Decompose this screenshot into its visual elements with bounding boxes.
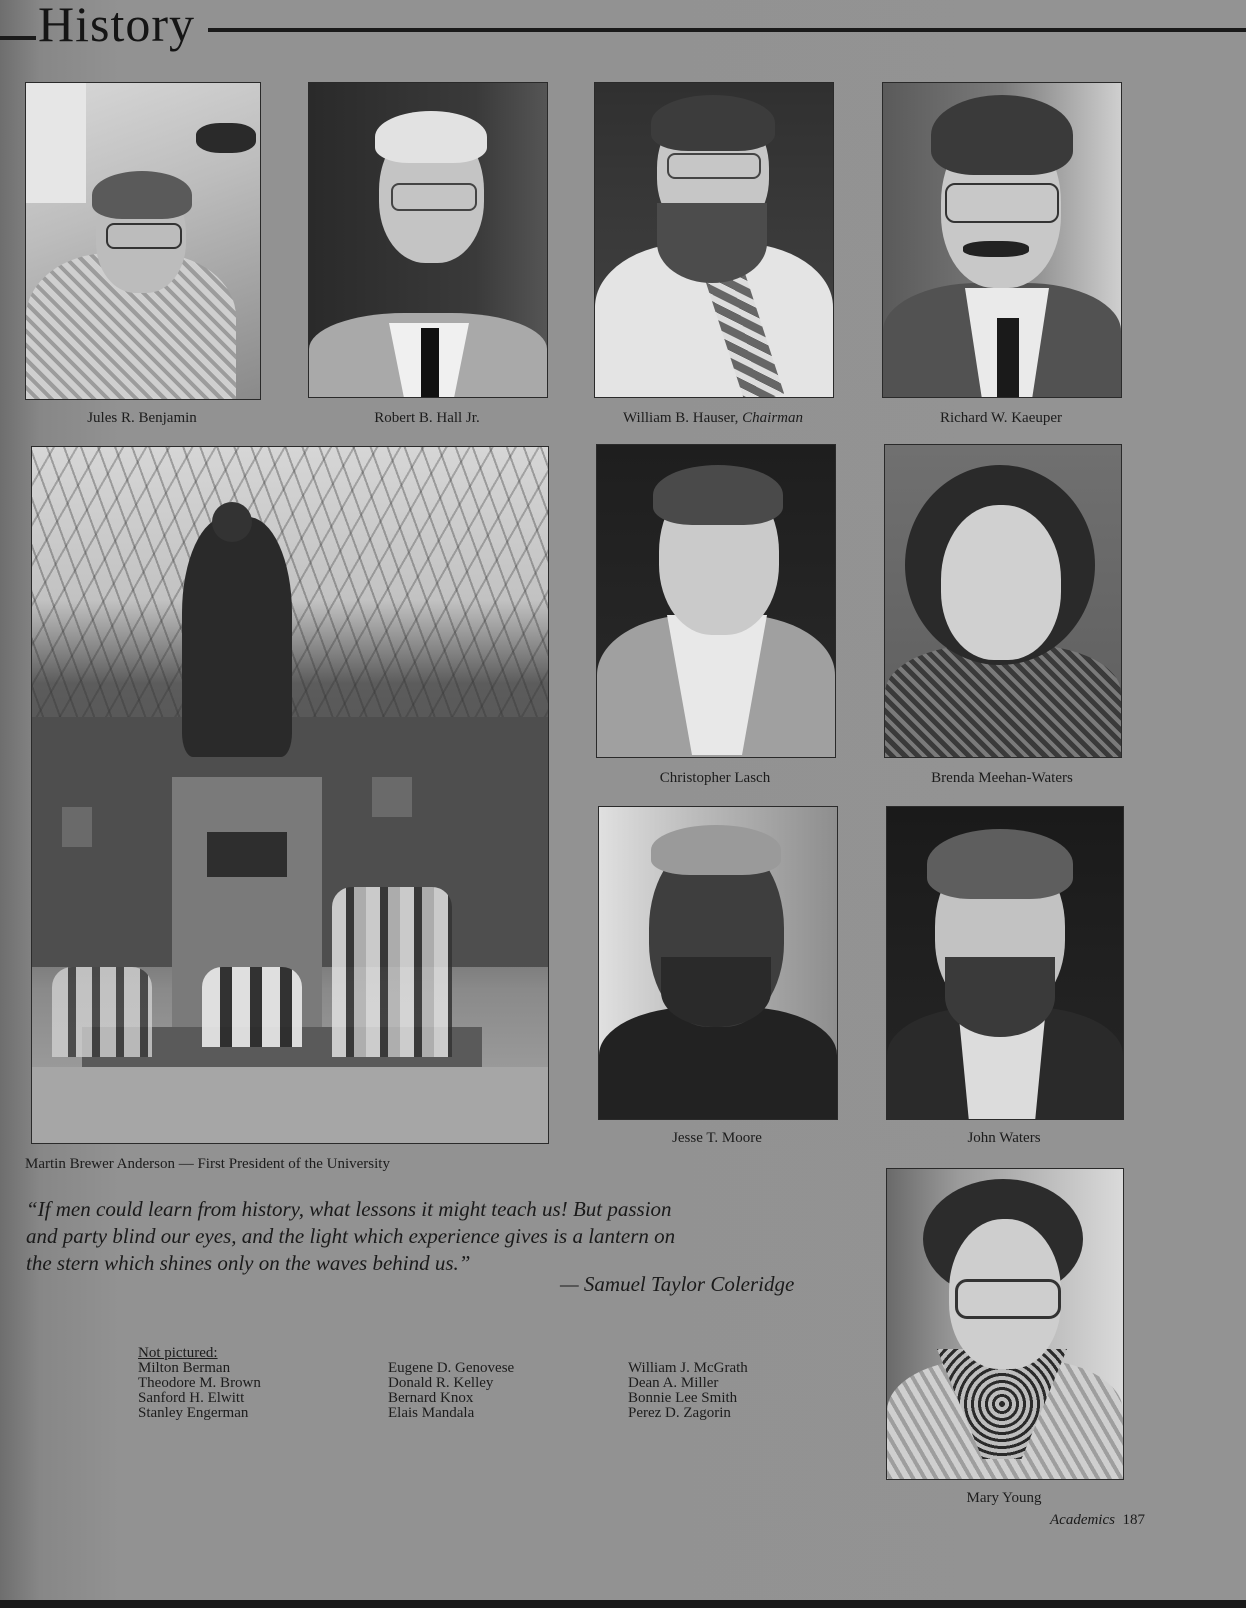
photo-mary-young (886, 1168, 1124, 1480)
not-pictured-heading: Not pictured: (138, 1345, 218, 1361)
title-rule (208, 28, 1246, 32)
caption-christopher-lasch: Christopher Lasch (659, 770, 771, 786)
footer-section: Academics (1050, 1512, 1115, 1528)
not-pictured-name: Stanley Engerman (138, 1405, 249, 1421)
not-pictured-name: Perez D. Zagorin (628, 1405, 731, 1421)
photo-john-waters (886, 806, 1124, 1120)
photo-robert-hall (308, 82, 548, 398)
title-rule-left (0, 36, 36, 40)
not-pictured-name: Eugene D. Genovese (388, 1360, 515, 1376)
not-pictured-name: Theodore M. Brown (138, 1375, 261, 1391)
quote-line-1: “If men could learn from history, what lessons it might teach us! But passion (26, 1197, 672, 1221)
caption-john-waters: John Waters (967, 1130, 1041, 1146)
photo-statue-anderson (31, 446, 549, 1144)
not-pictured-name: Milton Berman (138, 1360, 231, 1376)
not-pictured-name: Donald R. Kelley (388, 1375, 494, 1391)
quote-line-2: and party blind our eyes, and the light which experience gives is a lantern on (26, 1224, 676, 1248)
not-pictured-name: Bonnie Lee Smith (628, 1390, 738, 1406)
photo-christopher-lasch (596, 444, 836, 758)
not-pictured-column-1 (138, 1346, 261, 1421)
page-footer (1050, 1512, 1145, 1529)
not-pictured-name: William J. McGrath (628, 1360, 748, 1376)
not-pictured-column-2 (388, 1361, 514, 1421)
photo-jesse-moore (598, 806, 838, 1120)
not-pictured-name: Elais Mandala (388, 1405, 475, 1421)
page-title: History (38, 0, 195, 52)
caption-robert-hall: Robert B. Hall Jr. (374, 410, 480, 426)
caption-richard-kaeuper: Richard W. Kaeuper (939, 410, 1063, 426)
caption-william-hauser: William B. Hauser, Chairman (622, 410, 804, 426)
photo-richard-kaeuper (882, 82, 1122, 398)
not-pictured-column-3 (628, 1361, 748, 1421)
not-pictured-name: Dean A. Miller (628, 1375, 719, 1391)
page-number: 187 (1122, 1512, 1145, 1528)
not-pictured-name: Sanford H. Elwitt (138, 1390, 245, 1406)
bottom-border (0, 1600, 1246, 1608)
coleridge-quote (26, 1196, 866, 1277)
photo-jules-benjamin (25, 82, 261, 400)
caption-jesse-moore: Jesse T. Moore (672, 1130, 762, 1146)
quote-author: — Samuel Taylor Coleridge (560, 1272, 795, 1296)
not-pictured-name: Bernard Knox (388, 1390, 474, 1406)
caption-brenda-meehan-waters: Brenda Meehan-Waters (931, 770, 1073, 786)
chairman-role: Chairman (742, 410, 804, 426)
caption-jules-benjamin: Jules R. Benjamin (87, 410, 197, 426)
photo-william-hauser (594, 82, 834, 398)
photo-brenda-meehan-waters (884, 444, 1122, 758)
quote-line-3: the stern which shines only on the waves behind us.” (26, 1251, 471, 1275)
caption-statue: Martin Brewer Anderson — First President of the University (25, 1156, 390, 1172)
caption-mary-young: Mary Young (966, 1490, 1042, 1506)
